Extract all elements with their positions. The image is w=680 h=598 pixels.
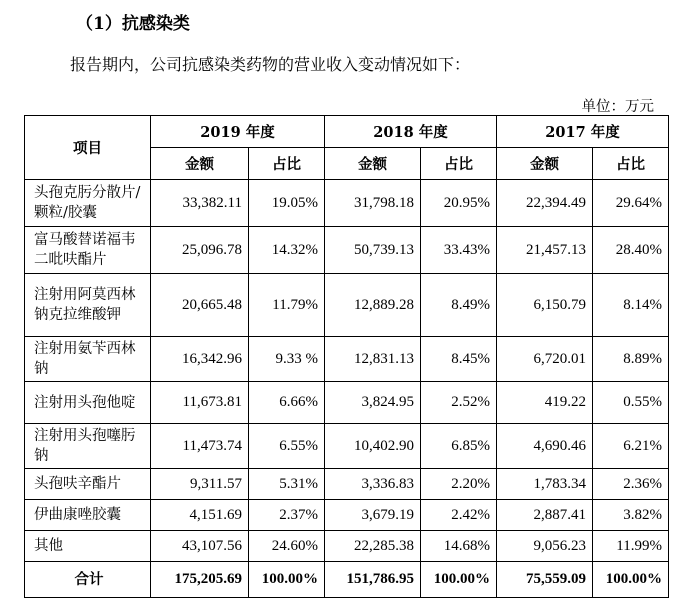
intro-paragraph: 报告期内，公司抗感染类药物的营业收入变动情况如下： bbox=[70, 55, 471, 74]
share-cell: 5.31% bbox=[249, 469, 325, 500]
unit-label: 单位：万元 bbox=[581, 99, 654, 115]
year-header: 2019 年度 bbox=[151, 116, 325, 148]
share-cell: 8.14% bbox=[593, 274, 669, 337]
share-cell: 0.55% bbox=[593, 382, 669, 424]
amount-cell: 4,690.46 bbox=[497, 424, 593, 469]
amount-cell: 11,673.81 bbox=[151, 382, 249, 424]
share-cell: 24.60% bbox=[249, 531, 325, 562]
amount-cell: 16,342.96 bbox=[151, 337, 249, 382]
share-cell: 6.55% bbox=[249, 424, 325, 469]
year-header: 2018 年度 bbox=[325, 116, 497, 148]
share-cell: 2.36% bbox=[593, 469, 669, 500]
amount-cell: 22,394.49 bbox=[497, 180, 593, 227]
share-cell: 14.68% bbox=[421, 531, 497, 562]
share-header: 占比 bbox=[249, 148, 325, 180]
product-name-cell: 注射用阿莫西林钠克拉维酸钾 bbox=[25, 274, 151, 337]
amount-cell: 11,473.74 bbox=[151, 424, 249, 469]
amount-cell: 2,887.41 bbox=[497, 500, 593, 531]
amount-cell: 22,285.38 bbox=[325, 531, 421, 562]
amount-header: 金额 bbox=[497, 148, 593, 180]
share-cell: 33.43% bbox=[421, 227, 497, 274]
amount-cell: 43,107.56 bbox=[151, 531, 249, 562]
total-amount-cell: 175,205.69 bbox=[151, 562, 249, 598]
amount-cell: 25,096.78 bbox=[151, 227, 249, 274]
table-row bbox=[25, 337, 669, 382]
product-name-cell: 头孢呋辛酯片 bbox=[25, 469, 151, 500]
share-cell: 8.49% bbox=[421, 274, 497, 337]
table-row bbox=[25, 500, 669, 531]
total-row bbox=[25, 562, 669, 598]
share-cell: 9.33 % bbox=[249, 337, 325, 382]
share-cell: 29.64% bbox=[593, 180, 669, 227]
table-row bbox=[25, 531, 669, 562]
revenue-table bbox=[24, 115, 669, 598]
amount-cell: 3,824.95 bbox=[325, 382, 421, 424]
share-cell: 2.52% bbox=[421, 382, 497, 424]
share-cell: 20.95% bbox=[421, 180, 497, 227]
amount-cell: 33,382.11 bbox=[151, 180, 249, 227]
share-cell: 3.82% bbox=[593, 500, 669, 531]
share-cell: 8.45% bbox=[421, 337, 497, 382]
amount-cell: 9,056.23 bbox=[497, 531, 593, 562]
table-row bbox=[25, 469, 669, 500]
amount-cell: 10,402.90 bbox=[325, 424, 421, 469]
share-cell: 2.42% bbox=[421, 500, 497, 531]
total-amount-cell: 75,559.09 bbox=[497, 562, 593, 598]
share-cell: 6.85% bbox=[421, 424, 497, 469]
table-header-row bbox=[25, 116, 669, 148]
share-header: 占比 bbox=[593, 148, 669, 180]
amount-cell: 31,798.18 bbox=[325, 180, 421, 227]
product-name-cell: 注射用头孢噻肟钠 bbox=[25, 424, 151, 469]
product-name-cell: 头孢克肟分散片/颗粒/胶囊 bbox=[25, 180, 151, 227]
amount-cell: 21,457.13 bbox=[497, 227, 593, 274]
amount-header: 金额 bbox=[325, 148, 421, 180]
amount-cell: 3,336.83 bbox=[325, 469, 421, 500]
amount-cell: 12,831.13 bbox=[325, 337, 421, 382]
total-share-cell: 100.00% bbox=[593, 562, 669, 598]
amount-cell: 1,783.34 bbox=[497, 469, 593, 500]
product-name-cell: 注射用头孢他啶 bbox=[25, 382, 151, 424]
product-name-cell: 伊曲康唑胶囊 bbox=[25, 500, 151, 531]
share-cell: 14.32% bbox=[249, 227, 325, 274]
share-cell: 11.99% bbox=[593, 531, 669, 562]
table-row bbox=[25, 227, 669, 274]
amount-cell: 3,679.19 bbox=[325, 500, 421, 531]
amount-cell: 4,151.69 bbox=[151, 500, 249, 531]
total-share-cell: 100.00% bbox=[249, 562, 325, 598]
amount-cell: 9,311.57 bbox=[151, 469, 249, 500]
amount-cell: 6,720.01 bbox=[497, 337, 593, 382]
share-header: 占比 bbox=[421, 148, 497, 180]
product-name-cell: 其他 bbox=[25, 531, 151, 562]
share-cell: 11.79% bbox=[249, 274, 325, 337]
share-cell: 6.66% bbox=[249, 382, 325, 424]
share-cell: 2.20% bbox=[421, 469, 497, 500]
table-row bbox=[25, 382, 669, 424]
total-amount-cell: 151,786.95 bbox=[325, 562, 421, 598]
table-row bbox=[25, 424, 669, 469]
amount-cell: 6,150.79 bbox=[497, 274, 593, 337]
amount-header: 金额 bbox=[151, 148, 249, 180]
amount-cell: 20,665.48 bbox=[151, 274, 249, 337]
product-name-cell: 注射用氨苄西林钠 bbox=[25, 337, 151, 382]
amount-cell: 12,889.28 bbox=[325, 274, 421, 337]
year-header: 2017 年度 bbox=[497, 116, 669, 148]
item-header: 项目 bbox=[25, 116, 151, 180]
total-label-cell: 合计 bbox=[25, 562, 151, 598]
total-share-cell: 100.00% bbox=[421, 562, 497, 598]
table-row bbox=[25, 180, 669, 227]
share-cell: 6.21% bbox=[593, 424, 669, 469]
product-name-cell: 富马酸替诺福韦二吡呋酯片 bbox=[25, 227, 151, 274]
share-cell: 8.89% bbox=[593, 337, 669, 382]
section-heading: （1）抗感染类 bbox=[76, 14, 190, 34]
table-row bbox=[25, 274, 669, 337]
amount-cell: 50,739.13 bbox=[325, 227, 421, 274]
amount-cell: 419.22 bbox=[497, 382, 593, 424]
share-cell: 19.05% bbox=[249, 180, 325, 227]
share-cell: 28.40% bbox=[593, 227, 669, 274]
share-cell: 2.37% bbox=[249, 500, 325, 531]
